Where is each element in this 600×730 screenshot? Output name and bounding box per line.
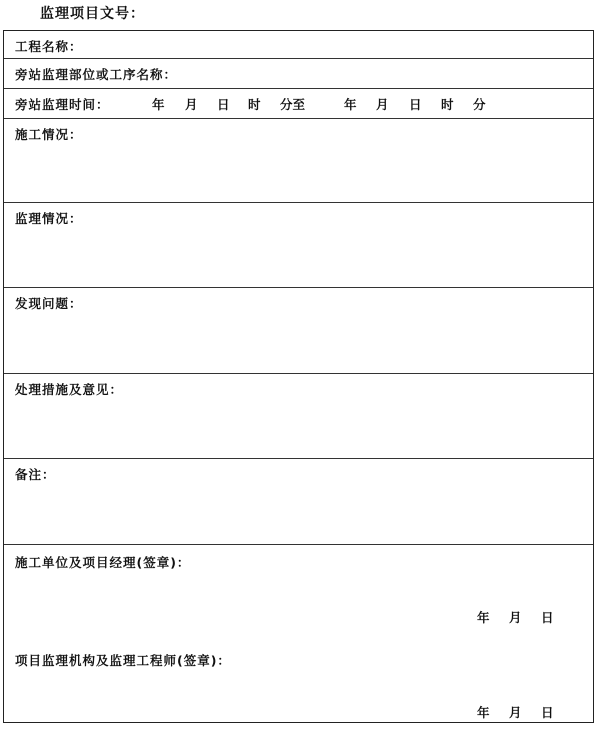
time-from-day: 日: [217, 97, 230, 112]
remarks-label: 备注：: [15, 467, 56, 482]
measures-label: 处理措施及意见：: [15, 382, 124, 397]
time-to-month: 月: [376, 97, 389, 112]
supervision-time-row: [4, 89, 593, 119]
supervision-time-label: 旁站监理时间：: [15, 97, 110, 112]
contractor-sign-year: 年: [477, 610, 490, 625]
supervision-status-label: 监理情况：: [15, 211, 83, 226]
supervisor-sign-day: 日: [541, 705, 554, 720]
time-from-hour: 时: [248, 97, 261, 112]
construction-status-label: 施工情况：: [15, 127, 83, 142]
supervision-part-label: 旁站监理部位或工序名称：: [15, 67, 178, 82]
project-name-row: [4, 31, 593, 59]
time-from-month: 月: [185, 97, 198, 112]
supervision-part-row: [4, 59, 593, 89]
measures-row: [4, 374, 593, 459]
construction-status-row: [4, 119, 593, 203]
time-from-minute-to: 分至: [280, 97, 306, 112]
contractor-sign-day: 日: [541, 610, 554, 625]
issues-found-row: [4, 288, 593, 374]
remarks-row: [4, 459, 593, 545]
time-to-year: 年: [344, 97, 357, 112]
doc-number-label: 监理项目文号：: [40, 6, 145, 22]
supervisor-sign-month: 月: [509, 705, 522, 720]
project-name-label: 工程名称：: [15, 39, 83, 54]
contractor-sign-label: 施工单位及项目经理(签章)：: [15, 555, 191, 570]
supervisor-sign-year: 年: [477, 705, 490, 720]
time-to-day: 日: [409, 97, 422, 112]
time-to-minute: 分: [473, 97, 486, 112]
issues-found-label: 发现问题：: [15, 296, 83, 311]
time-to-hour: 时: [441, 97, 454, 112]
time-from-year: 年: [152, 97, 165, 112]
supervision-record-form: [3, 30, 594, 723]
supervision-status-row: [4, 203, 593, 288]
contractor-sign-month: 月: [509, 610, 522, 625]
signature-row: [4, 545, 593, 722]
supervisor-sign-label: 项目监理机构及监理工程师(签章)：: [15, 653, 231, 668]
